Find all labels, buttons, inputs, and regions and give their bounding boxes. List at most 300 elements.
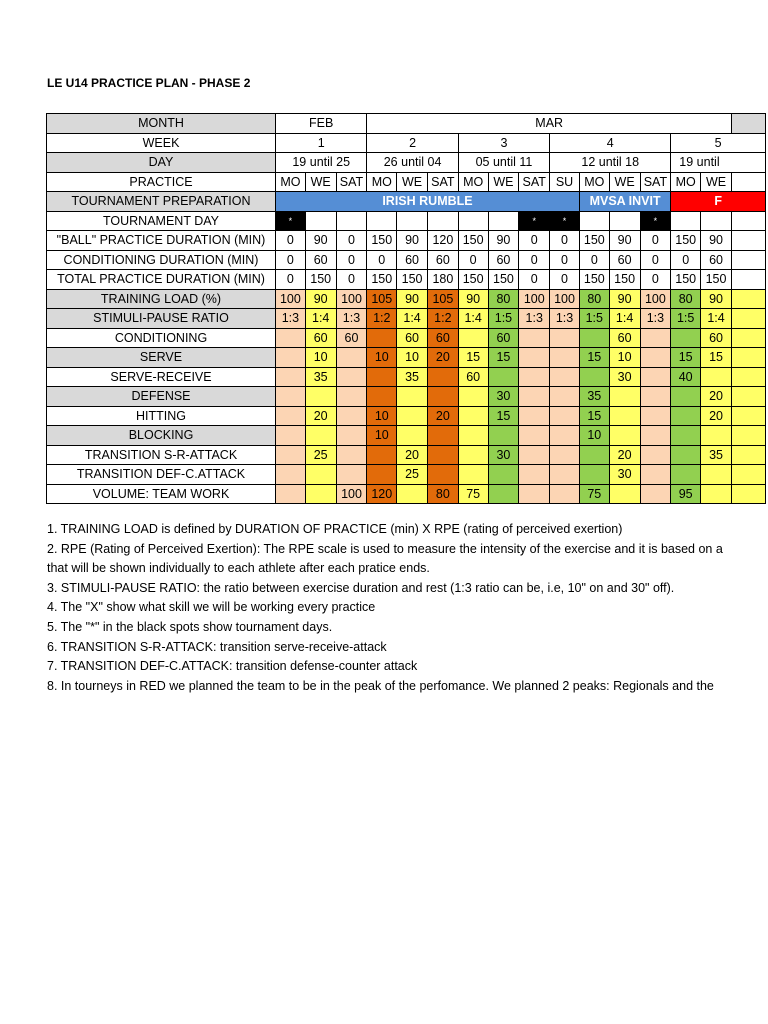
month-mar: MAR — [367, 114, 732, 134]
plan-cell — [701, 367, 732, 387]
plan-cell-overflow — [731, 328, 765, 348]
plan-cell — [488, 465, 519, 485]
plan-row — [47, 250, 766, 270]
plan-cell-overflow — [731, 445, 765, 465]
plan-cell: 100 — [336, 289, 367, 309]
plan-cell — [701, 484, 732, 504]
tournament-day-cell-9: * — [550, 211, 580, 231]
plan-cell — [519, 426, 550, 446]
plan-cell: 90 — [305, 231, 336, 251]
plan-cell — [458, 406, 488, 426]
plan-cell-overflow — [731, 426, 765, 446]
plan-cell: 150 — [671, 270, 701, 290]
day-range-4: 12 until 18 — [550, 153, 671, 173]
practice-day-1: WE — [305, 172, 336, 192]
plan-cell — [671, 445, 701, 465]
plan-row-label: TRANSITION S-R-ATTACK — [47, 445, 276, 465]
plan-cell — [550, 426, 580, 446]
plan-cell — [427, 367, 458, 387]
plan-cell — [305, 465, 336, 485]
plan-row-label: DEFENSE — [47, 387, 276, 407]
tournament-day-cell-13 — [671, 211, 701, 231]
plan-cell: 120 — [427, 231, 458, 251]
plan-cell: 15 — [488, 348, 519, 368]
plan-cell — [550, 387, 580, 407]
plan-row — [47, 270, 766, 290]
tournament-day-cell-12: * — [640, 211, 671, 231]
plan-cell: 15 — [579, 348, 609, 368]
plan-cell — [488, 367, 519, 387]
plan-cell: 105 — [367, 289, 397, 309]
plan-cell: 90 — [458, 289, 488, 309]
plan-row — [47, 445, 766, 465]
plan-cell: 0 — [671, 250, 701, 270]
plan-cell: 150 — [305, 270, 336, 290]
practice-day-14: WE — [701, 172, 732, 192]
plan-cell: 35 — [305, 367, 336, 387]
plan-cell — [579, 367, 609, 387]
plan-cell: 1:4 — [458, 309, 488, 329]
day-range-3: 05 until 11 — [458, 153, 549, 173]
practice-day-3: MO — [367, 172, 397, 192]
plan-cell: 0 — [519, 250, 550, 270]
plan-cell: 1:5 — [488, 309, 519, 329]
month-label: MONTH — [47, 114, 276, 134]
plan-cell — [640, 367, 671, 387]
week-3: 3 — [458, 133, 549, 153]
irish-rumble-band: IRISH RUMBLE — [276, 192, 580, 212]
plan-cell — [488, 426, 519, 446]
plan-cell — [550, 406, 580, 426]
practice-day-12: SAT — [640, 172, 671, 192]
note-line: 1. TRAINING LOAD is defined by DURATION OF PRACTICE (min) X RPE (rating of perceived exertion) — [47, 522, 623, 536]
plan-row — [47, 348, 766, 368]
plan-cell: 150 — [579, 270, 609, 290]
plan-cell — [519, 348, 550, 368]
plan-cell: 150 — [488, 270, 519, 290]
day-row — [47, 153, 766, 173]
practice-day-overflow — [731, 172, 765, 192]
plan-cell: 0 — [640, 231, 671, 251]
plan-cell — [336, 367, 367, 387]
plan-cell: 80 — [671, 289, 701, 309]
practice-label: PRACTICE — [47, 172, 276, 192]
plan-cell: 90 — [609, 289, 640, 309]
plan-cell: 20 — [305, 406, 336, 426]
month-overflow — [731, 114, 765, 134]
plan-cell: 0 — [336, 270, 367, 290]
plan-cell: 100 — [519, 289, 550, 309]
plan-cell — [276, 348, 306, 368]
plan-cell — [671, 426, 701, 446]
day-range-2: 26 until 04 — [367, 153, 458, 173]
note-line: 8. In tourneys in RED we planned the team to be in the peak of the perfomance. We planned 2 peaks: Regionals and the — [47, 678, 714, 693]
plan-cell: 10 — [367, 348, 397, 368]
plan-cell — [519, 465, 550, 485]
week-5: 5 — [671, 133, 766, 153]
plan-cell: 60 — [397, 328, 428, 348]
plan-cell — [458, 387, 488, 407]
plan-cell — [579, 465, 609, 485]
plan-cell: 90 — [397, 289, 428, 309]
practice-day-9: SU — [550, 172, 580, 192]
plan-cell — [276, 367, 306, 387]
plan-cell — [488, 484, 519, 504]
plan-row — [47, 328, 766, 348]
tournament-day-cell-6 — [458, 211, 488, 231]
plan-cell — [519, 445, 550, 465]
plan-cell: 150 — [701, 270, 732, 290]
plan-cell: 150 — [367, 270, 397, 290]
plan-cell: 0 — [640, 270, 671, 290]
plan-cell: 20 — [427, 406, 458, 426]
week-1: 1 — [276, 133, 367, 153]
note-line: 7. TRANSITION DEF-C.ATTACK: transition defense-counter attack — [47, 659, 418, 674]
day-range-5: 19 until — [671, 153, 766, 173]
plan-cell — [519, 387, 550, 407]
plan-cell: 80 — [427, 484, 458, 504]
plan-cell: 60 — [701, 328, 732, 348]
practice-plan-table — [46, 113, 766, 504]
plan-cell — [609, 387, 640, 407]
plan-cell: 15 — [579, 406, 609, 426]
plan-cell: 90 — [609, 231, 640, 251]
plan-cell: 30 — [488, 387, 519, 407]
tournament-day-cell-14 — [701, 211, 732, 231]
plan-cell — [458, 465, 488, 485]
plan-cell: 150 — [397, 270, 428, 290]
plan-cell: 30 — [488, 445, 519, 465]
day-label: DAY — [47, 153, 276, 173]
plan-row — [47, 309, 766, 329]
plan-cell: 100 — [336, 484, 367, 504]
plan-cell — [336, 406, 367, 426]
plan-cell — [701, 426, 732, 446]
plan-cell — [550, 348, 580, 368]
plan-cell: 0 — [276, 250, 306, 270]
note-line: 4. The "X" show what skill we will be working every practice — [47, 600, 376, 615]
plan-row — [47, 426, 766, 446]
plan-cell: 1:3 — [336, 309, 367, 329]
plan-cell: 25 — [397, 465, 428, 485]
practice-day-13: MO — [671, 172, 701, 192]
plan-cell: 0 — [276, 270, 306, 290]
plan-cell — [397, 426, 428, 446]
plan-cell: 60 — [397, 250, 428, 270]
plan-cell-overflow — [731, 231, 765, 251]
plan-cell: 150 — [579, 231, 609, 251]
tournament-day-row — [47, 211, 766, 231]
plan-cell — [640, 406, 671, 426]
plan-row — [47, 231, 766, 251]
plan-cell: 35 — [397, 367, 428, 387]
week-label: WEEK — [47, 133, 276, 153]
practice-day-10: MO — [579, 172, 609, 192]
plan-cell: 0 — [550, 231, 580, 251]
plan-cell — [397, 484, 428, 504]
plan-cell: 20 — [397, 445, 428, 465]
plan-cell: 75 — [579, 484, 609, 504]
plan-cell: 20 — [609, 445, 640, 465]
week-2: 2 — [367, 133, 458, 153]
plan-cell — [276, 465, 306, 485]
plan-cell — [336, 348, 367, 368]
plan-cell: 90 — [305, 289, 336, 309]
plan-cell — [519, 367, 550, 387]
plan-cell: 1:2 — [367, 309, 397, 329]
plan-cell — [640, 387, 671, 407]
plan-cell — [671, 387, 701, 407]
plan-cell — [701, 465, 732, 485]
practice-day-8: SAT — [519, 172, 550, 192]
plan-cell — [579, 328, 609, 348]
note-line: 2. RPE (Rating of Perceived Exertion): The RPE scale is used to measure the intensity of the exercise and it is based on a — [47, 541, 723, 556]
plan-cell — [367, 465, 397, 485]
plan-cell-overflow — [731, 289, 765, 309]
plan-cell: 30 — [609, 367, 640, 387]
note-line: 6. TRANSITION S-R-ATTACK: transition serve-receive-attack — [47, 639, 387, 654]
plan-cell — [609, 484, 640, 504]
plan-row-label: SERVE-RECEIVE — [47, 367, 276, 387]
plan-cell — [640, 484, 671, 504]
note-line: 5. The "*" in the black spots show tournament days. — [47, 619, 333, 634]
plan-cell: 15 — [671, 348, 701, 368]
plan-cell: 180 — [427, 270, 458, 290]
plan-cell: 120 — [367, 484, 397, 504]
plan-cell — [427, 426, 458, 446]
plan-cell: 100 — [550, 289, 580, 309]
plan-cell: 15 — [701, 348, 732, 368]
plan-cell: 95 — [671, 484, 701, 504]
mvsa-invit-band: MVSA INVIT — [579, 192, 670, 212]
plan-cell: 10 — [367, 406, 397, 426]
plan-cell — [305, 484, 336, 504]
month-row — [47, 114, 766, 134]
plan-cell — [427, 465, 458, 485]
plan-cell: 60 — [609, 328, 640, 348]
plan-row — [47, 289, 766, 309]
tournament-day-cell-0: * — [276, 211, 306, 231]
plan-row-label: "BALL" PRACTICE DURATION (MIN) — [47, 231, 276, 251]
plan-cell — [336, 426, 367, 446]
tournament-day-cell-10 — [579, 211, 609, 231]
plan-cell — [671, 328, 701, 348]
practice-day-2: SAT — [336, 172, 367, 192]
plan-cell: 90 — [397, 231, 428, 251]
plan-cell: 1:4 — [397, 309, 428, 329]
plan-cell: 150 — [458, 231, 488, 251]
practice-day-6: MO — [458, 172, 488, 192]
plan-cell: 0 — [640, 250, 671, 270]
plan-cell: 1:3 — [550, 309, 580, 329]
plan-cell: 150 — [458, 270, 488, 290]
plan-cell: 150 — [609, 270, 640, 290]
plan-cell: 40 — [671, 367, 701, 387]
plan-cell — [305, 426, 336, 446]
plan-cell: 10 — [579, 426, 609, 446]
plan-cell: 90 — [701, 289, 732, 309]
plan-cell — [276, 387, 306, 407]
plan-cell — [640, 465, 671, 485]
plan-cell — [336, 387, 367, 407]
plan-cell: 60 — [488, 328, 519, 348]
tournament-day-overflow — [731, 211, 765, 231]
plan-cell-overflow — [731, 367, 765, 387]
plan-row — [47, 387, 766, 407]
plan-cell — [609, 406, 640, 426]
sheet-title: LE U14 PRACTICE PLAN - PHASE 2 — [47, 76, 251, 90]
plan-row-label: SERVE — [47, 348, 276, 368]
plan-cell: 1:3 — [640, 309, 671, 329]
plan-cell — [367, 328, 397, 348]
note-line: that will be shown individually to each athlete after each pratice ends. — [47, 561, 430, 576]
plan-cell: 150 — [671, 231, 701, 251]
tournament-day-cell-1 — [305, 211, 336, 231]
tournament-day-label: TOURNAMENT DAY — [47, 211, 276, 231]
plan-cell-overflow — [731, 387, 765, 407]
plan-cell: 1:4 — [701, 309, 732, 329]
plan-cell: 60 — [488, 250, 519, 270]
plan-cell — [367, 445, 397, 465]
plan-cell — [427, 445, 458, 465]
plan-cell: 10 — [609, 348, 640, 368]
plan-cell: 1:4 — [305, 309, 336, 329]
plan-cell: 0 — [336, 250, 367, 270]
plan-row-label: TRAINING LOAD (%) — [47, 289, 276, 309]
tournament-prep-row — [47, 192, 766, 212]
plan-cell: 25 — [305, 445, 336, 465]
plan-cell: 90 — [701, 231, 732, 251]
plan-cell — [640, 328, 671, 348]
plan-row — [47, 406, 766, 426]
tournament-prep-label: TOURNAMENT PREPARATION — [47, 192, 276, 212]
plan-cell: 60 — [305, 250, 336, 270]
plan-cell — [458, 328, 488, 348]
plan-cell: 0 — [519, 270, 550, 290]
plan-cell: 0 — [276, 231, 306, 251]
plan-cell — [519, 328, 550, 348]
plan-cell: 60 — [701, 250, 732, 270]
plan-cell: 35 — [701, 445, 732, 465]
plan-row — [47, 465, 766, 485]
tournament-day-cell-2 — [336, 211, 367, 231]
plan-cell-overflow — [731, 250, 765, 270]
plan-cell — [276, 445, 306, 465]
plan-cell: 60 — [427, 250, 458, 270]
plan-cell: 75 — [458, 484, 488, 504]
plan-row-label: BLOCKING — [47, 426, 276, 446]
plan-cell-overflow — [731, 309, 765, 329]
practice-row — [47, 172, 766, 192]
week-4: 4 — [550, 133, 671, 153]
plan-cell: 100 — [640, 289, 671, 309]
plan-cell — [640, 445, 671, 465]
plan-cell: 30 — [609, 465, 640, 485]
plan-cell — [550, 484, 580, 504]
plan-cell — [276, 484, 306, 504]
plan-cell: 10 — [305, 348, 336, 368]
plan-cell: 1:2 — [427, 309, 458, 329]
notes-section — [47, 520, 723, 696]
plan-cell — [579, 445, 609, 465]
week-row — [47, 133, 766, 153]
plan-cell-overflow — [731, 484, 765, 504]
plan-cell: 100 — [276, 289, 306, 309]
plan-cell — [367, 387, 397, 407]
plan-cell: 20 — [427, 348, 458, 368]
plan-row-label: VOLUME: TEAM WORK — [47, 484, 276, 504]
practice-day-7: WE — [488, 172, 519, 192]
plan-cell — [276, 328, 306, 348]
practice-day-11: WE — [609, 172, 640, 192]
plan-cell — [427, 387, 458, 407]
plan-cell — [550, 367, 580, 387]
red-tourney-band: F — [671, 192, 766, 212]
plan-cell: 20 — [701, 387, 732, 407]
plan-cell: 0 — [579, 250, 609, 270]
plan-cell: 0 — [458, 250, 488, 270]
plan-cell — [397, 387, 428, 407]
plan-cell: 1:3 — [276, 309, 306, 329]
tournament-day-cell-11 — [609, 211, 640, 231]
plan-cell: 15 — [488, 406, 519, 426]
plan-cell: 35 — [579, 387, 609, 407]
practice-day-4: WE — [397, 172, 428, 192]
tournament-day-cell-7 — [488, 211, 519, 231]
plan-cell: 1:3 — [519, 309, 550, 329]
plan-cell: 1:4 — [609, 309, 640, 329]
plan-cell — [276, 426, 306, 446]
plan-cell — [519, 484, 550, 504]
plan-row-label: STIMULI-PAUSE RATIO — [47, 309, 276, 329]
note-line: 3. STIMULI-PAUSE RATIO: the ratio between exercise duration and rest (1:3 ratio can be, i.e, 10" on and 30" off). — [47, 580, 675, 595]
plan-row-label: CONDITIONING DURATION (MIN) — [47, 250, 276, 270]
plan-cell: 1:5 — [671, 309, 701, 329]
plan-cell: 1:5 — [579, 309, 609, 329]
plan-cell — [458, 445, 488, 465]
plan-row — [47, 484, 766, 504]
plan-cell — [305, 387, 336, 407]
plan-cell — [336, 445, 367, 465]
plan-row-label: TRANSITION DEF-C.ATTACK — [47, 465, 276, 485]
tournament-day-cell-3 — [367, 211, 397, 231]
plan-cell: 105 — [427, 289, 458, 309]
plan-cell: 60 — [427, 328, 458, 348]
practice-day-0: MO — [276, 172, 306, 192]
plan-cell — [671, 465, 701, 485]
plan-cell: 60 — [336, 328, 367, 348]
plan-cell: 60 — [458, 367, 488, 387]
plan-cell-overflow — [731, 406, 765, 426]
plan-cell: 90 — [488, 231, 519, 251]
month-feb: FEB — [276, 114, 367, 134]
plan-cell: 10 — [397, 348, 428, 368]
plan-cell — [550, 328, 580, 348]
plan-cell — [609, 426, 640, 446]
practice-day-5: SAT — [427, 172, 458, 192]
plan-cell — [276, 406, 306, 426]
plan-cell — [336, 465, 367, 485]
plan-cell: 0 — [550, 270, 580, 290]
plan-cell: 20 — [701, 406, 732, 426]
plan-cell: 0 — [336, 231, 367, 251]
plan-cell — [640, 348, 671, 368]
plan-cell: 0 — [367, 250, 397, 270]
plan-cell: 150 — [367, 231, 397, 251]
plan-cell-overflow — [731, 465, 765, 485]
plan-row — [47, 367, 766, 387]
tournament-day-cell-4 — [397, 211, 428, 231]
